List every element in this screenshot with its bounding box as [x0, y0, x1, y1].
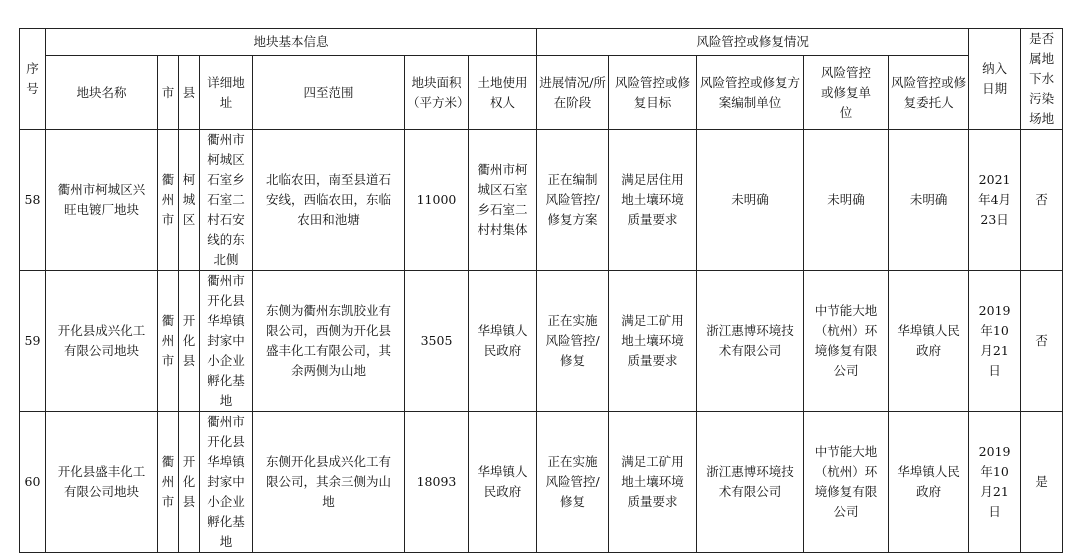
cell-groundwater: 是 — [1021, 412, 1063, 553]
header-area: 地块面积（平方米） — [405, 56, 469, 130]
cell-area: 3505 — [405, 271, 469, 412]
cell-groundwater: 否 — [1021, 271, 1063, 412]
header-boundary: 四至范围 — [253, 56, 405, 130]
cell-client: 华埠镇人民政府 — [889, 271, 969, 412]
cell-repair-unit: 中节能大地（杭州）环境修复有限公司 — [804, 271, 889, 412]
cell-address: 衢州市柯城区石室乡石室二村石安线的东北侧 — [200, 130, 253, 271]
cell-boundary: 东侧开化县成兴化工有限公司，其余三侧为山地 — [253, 412, 405, 553]
cell-city: 衢州市 — [158, 130, 179, 271]
cell-target: 满足工矿用地土壤环境质量要求 — [609, 271, 697, 412]
cell-city: 衢州市 — [158, 271, 179, 412]
cell-date: 2019年10月21日 — [969, 412, 1021, 553]
header-basic-group: 地块基本信息 — [46, 29, 537, 56]
header-plan-unit: 风险管控或修复方案编制单位 — [697, 56, 804, 130]
header-target: 风险管控或修复目标 — [609, 56, 697, 130]
header-seq: 序号 — [20, 29, 46, 130]
header-progress: 进展情况/所在阶段 — [537, 56, 609, 130]
header-date: 纳入日期 — [969, 29, 1021, 130]
cell-city: 衢州市 — [158, 412, 179, 553]
cell-plan-unit: 未明确 — [697, 130, 804, 271]
header-risk-group: 风险管控或修复情况 — [537, 29, 969, 56]
cell-area: 18093 — [405, 412, 469, 553]
cell-address: 衢州市开化县华埠镇封家中小企业孵化基地 — [200, 271, 253, 412]
cell-date: 2021年4月23日 — [969, 130, 1021, 271]
cell-seq: 58 — [20, 130, 46, 271]
header-groundwater: 是否属地下水污染场地 — [1021, 29, 1063, 130]
header-plot-name: 地块名称 — [46, 56, 158, 130]
cell-target: 满足居住用地土壤环境质量要求 — [609, 130, 697, 271]
header-repair-unit: 风险管控或修复单位 — [804, 56, 889, 130]
cell-boundary: 东侧为衢州东凯胶业有限公司，西侧为开化县盛丰化工有限公司，其余两侧为山地 — [253, 271, 405, 412]
cell-owner: 华埠镇人民政府 — [469, 271, 537, 412]
cell-progress: 正在实施风险管控/修复 — [537, 412, 609, 553]
cell-owner: 衢州市柯城区石室乡石室二村村集体 — [469, 130, 537, 271]
cell-repair-unit: 中节能大地（杭州）环境修复有限公司 — [804, 412, 889, 553]
header-client: 风险管控或修复委托人 — [889, 56, 969, 130]
cell-seq: 60 — [20, 412, 46, 553]
cell-area: 11000 — [405, 130, 469, 271]
cell-client: 华埠镇人民政府 — [889, 412, 969, 553]
cell-address: 衢州市开化县华埠镇封家中小企业孵化基地 — [200, 412, 253, 553]
cell-county: 开化县 — [179, 271, 200, 412]
table-row — [20, 130, 1063, 271]
cell-county: 开化县 — [179, 412, 200, 553]
header-owner: 土地使用权人 — [469, 56, 537, 130]
cell-progress: 正在编制风险管控/修复方案 — [537, 130, 609, 271]
cell-client: 未明确 — [889, 130, 969, 271]
table-row — [20, 412, 1063, 553]
cell-plan-unit: 浙江惠博环境技术有限公司 — [697, 271, 804, 412]
cell-plot-name: 开化县成兴化工有限公司地块 — [46, 271, 158, 412]
contaminated-land-table — [19, 28, 1063, 553]
cell-county: 柯城区 — [179, 130, 200, 271]
cell-date: 2019年10月21日 — [969, 271, 1021, 412]
header-city: 市 — [158, 56, 179, 130]
table-row — [20, 271, 1063, 412]
header-county: 县 — [179, 56, 200, 130]
cell-plan-unit: 浙江惠博环境技术有限公司 — [697, 412, 804, 553]
cell-owner: 华埠镇人民政府 — [469, 412, 537, 553]
cell-boundary: 北临农田，南至县道石安线，西临农田，东临农田和池塘 — [253, 130, 405, 271]
cell-progress: 正在实施风险管控/修复 — [537, 271, 609, 412]
cell-plot-name: 开化县盛丰化工有限公司地块 — [46, 412, 158, 553]
cell-plot-name: 衢州市柯城区兴旺电镀厂地块 — [46, 130, 158, 271]
cell-groundwater: 否 — [1021, 130, 1063, 271]
header-address: 详细地址 — [200, 56, 253, 130]
cell-target: 满足工矿用地土壤环境质量要求 — [609, 412, 697, 553]
cell-seq: 59 — [20, 271, 46, 412]
cell-repair-unit: 未明确 — [804, 130, 889, 271]
